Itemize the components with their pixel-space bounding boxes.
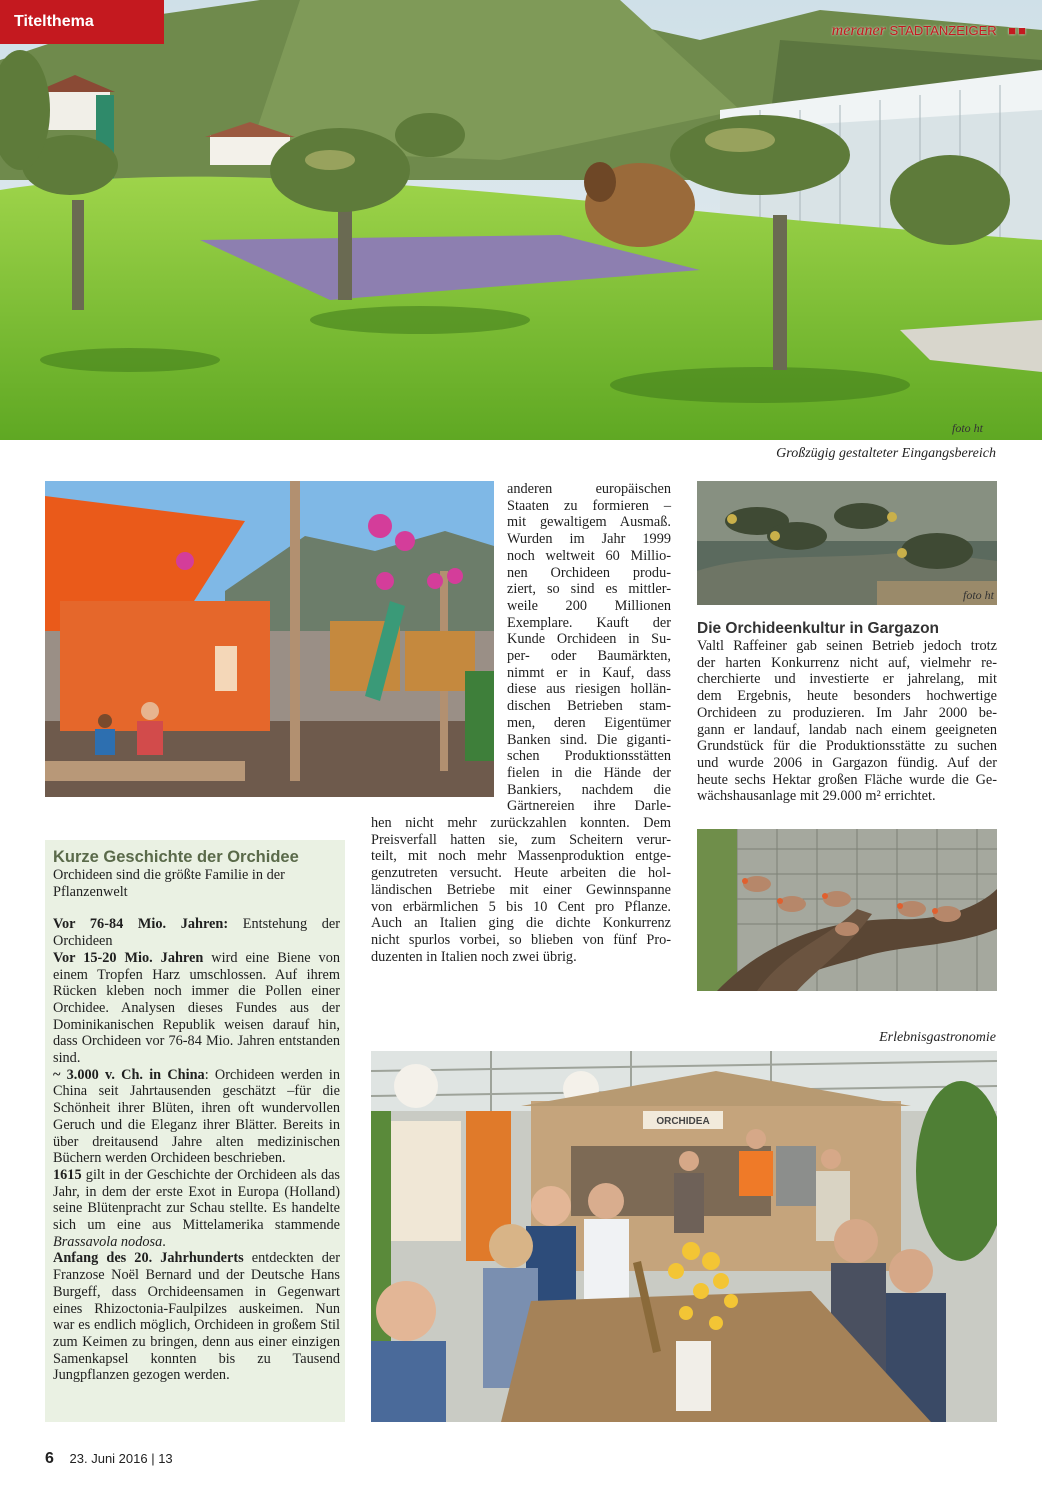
middle-narrow-line: anderen europäischen [507, 481, 671, 497]
middle-wide-line: Preisverfall hatten sie, zum Scheitern verur- [371, 831, 671, 848]
history-entry: 1615 gilt in der Geschichte der Orchideen als das Jahr, in dem der erste Exot in Europa (Holland) seine Blütenpracht zur Schau stellte. Es handelte sich um eine aus Mittelamerika stammende Brassavola nodosa. [53, 1166, 340, 1250]
playground-photo [45, 481, 494, 797]
gargazon-line: gann er landauf, landab nach einem geeigneten [697, 721, 997, 738]
middle-narrow-line: dischen Betrieben stam- [507, 698, 671, 715]
hero-caption: Großzügig gestalteter Eingangsbereich [776, 446, 996, 461]
gargazon-text [697, 638, 997, 805]
gargazon-line: wächshausanlage mit 29.000 m² errichtet. [697, 788, 936, 805]
turtles-photo [697, 481, 997, 605]
middle-wide-line: von erbärmlichen 5 bis 10 Cent pro Pflanze. [371, 898, 671, 915]
middle-narrow-line: men, deren Eigentümer [507, 714, 671, 731]
orchidea-sign: ORCHIDEA [656, 1116, 710, 1127]
hero-photo-credit: foto ht [952, 421, 984, 435]
middle-narrow-line: schen Produktionsstätten [507, 748, 671, 765]
history-entry-date: 1615 [53, 1166, 82, 1183]
species-name: Brassavola nodosa [53, 1233, 163, 1250]
history-entry-date: ~ 3.000 v. Ch. in China [53, 1066, 205, 1083]
middle-wide-line: ländischen Betriebe mit einer Gewinnspanne [371, 881, 671, 898]
middle-narrow-line: Staaten zu formieren – [507, 497, 671, 514]
brand-dots: ■■ [1008, 23, 1028, 38]
gastro-caption: Erlebnisgastronomie [879, 1030, 996, 1045]
narrow-lines [507, 481, 671, 815]
history-entry: ~ 3.000 v. Ch. in China: Orchideen werden in China seit Jahrtausenden geschätzt –für die Schönheit ihrer Blüten, ihren oft wundervollen Geruch und die Eleganz ihrer Blätter. Bereits in über dreitausend Jahre alten medizinischen Büchern werden Orchideen beschrieben. [53, 1066, 341, 1167]
issue-date: 23. Juni 2016 | 13 [69, 1451, 173, 1466]
birds-photo [697, 829, 997, 991]
masthead-brand [832, 22, 1028, 40]
middle-wide-line: teilt, mit noch mehr Massenproduktion entge- [371, 848, 671, 865]
middle-narrow-line: Gärtnereien ihre Darle- [507, 798, 671, 815]
middle-wide-line: genzutreten versucht. Heute arbeiten die hol- [371, 865, 671, 882]
gargazon-line: dem Ergebnis, heute besonders hochwertige [697, 688, 997, 705]
gargazon-lines [697, 638, 997, 805]
middle-narrow-line: Kunde Orchideen in Su- [507, 631, 671, 648]
history-entry: Vor 76-84 Mio. Jahren: Entstehung der Orchideen [53, 916, 340, 950]
middle-wide-line: duzenten in Italien noch zwei übrig. [371, 948, 577, 965]
history-entry-date: Vor 76-84 Mio. Jahren: [53, 916, 229, 933]
history-entry: Anfang des 20. Jahrhunderts entdeckten der Franzose Noël Bernard und der Deutsche Hans Burgeff, dass Orchideensamen in Gegenwart eines Rhizoctonia-Faulpilzes auskeimen. Nun war es endlich möglich, Orchideen in großem Stil zum Keimen zu bringen, denn aus einer einzigen Samenkapsel konnten bis zu Tausend Jungpflanzen gezogen werden. [53, 1250, 341, 1384]
brand-script: meraner [831, 22, 886, 39]
gargazon-line: und wurde 2006 in Gargazon fündig. Auf der [697, 754, 997, 771]
middle-narrow-line: Exemplare. Kauft der [507, 614, 671, 631]
gargazon-line: Grundstück für die Produktionsstätte zu suchen [697, 738, 997, 755]
gargazon-line: cherchierte und investierte er jahrelang, mit [697, 671, 997, 688]
middle-narrow-line: Wurden im Jahr 1999 [507, 531, 671, 548]
brand-caps: STADTANZEIGER [889, 23, 997, 38]
middle-column-narrow [507, 481, 671, 815]
history-box-title: Kurze Geschichte der Orchidee [53, 848, 299, 866]
middle-narrow-line: ziert, so sind es mittler- [507, 581, 671, 598]
middle-narrow-line: Banken sind. Die giganti- [507, 731, 671, 748]
page-number: 6 [45, 1450, 54, 1467]
middle-narrow-line: mit gewaltigem Ausmaß. [507, 514, 671, 531]
history-box-subtitle: Orchideen sind die größte Familie in der Pflanzenwelt [53, 867, 285, 900]
middle-narrow-line: Bankiers, nachdem die [507, 781, 671, 798]
section-tag: Titelthema [0, 0, 164, 44]
history-entries [53, 916, 340, 1384]
middle-narrow-line: noch weltweit 60 Millio- [507, 547, 671, 564]
gargazon-line: heute sechs Hektar großen Fläche wurde die Ge- [697, 771, 997, 788]
turtles-photo-credit: foto ht [962, 588, 994, 602]
gargazon-line: der harten Konkurrenz nicht auf, vielmehr re- [697, 654, 997, 671]
gastro-photo [371, 1051, 997, 1422]
middle-narrow-line: fielen in die Hände der [507, 764, 671, 781]
gargazon-line: Valtl Raffeiner gab seinen Betrieb jedoch trotz [697, 638, 997, 654]
middle-wide-line: hen nicht mehr zurückzahlen konnten. Dem [371, 815, 671, 831]
middle-narrow-line: nimmt er in Kauf, dass [507, 664, 671, 681]
middle-wide-line: Auch an Italien ging die dichte Konkurrenz [371, 915, 671, 932]
page-footer [45, 1450, 173, 1468]
middle-narrow-line: weile 200 Millionen [507, 597, 671, 614]
wide-lines [371, 815, 671, 965]
history-box [45, 840, 345, 1422]
middle-narrow-line: per- oder Baumärkten, [507, 648, 671, 665]
gargazon-title: Die Orchideenkultur in Gargazon [697, 620, 940, 637]
history-entry-date: Vor 15-20 Mio. Jahren [53, 949, 204, 966]
history-entry: Vor 15-20 Mio. Jahren wird eine Biene von einem Tropfen Harz umschlossen. Auf ihrem Rücken kleben noch immer die Pollen einer Orchidee. Analysen dieses Fundes aus der Dominikanischen Republik weisen darauf hin, dass Orchideen vor 76-84 Mio. Jahren entstanden sind. [53, 949, 340, 1067]
middle-narrow-line: nen Orchideen produ- [507, 564, 671, 581]
gargazon-line: Orchideen zu produzieren. Im Jahr 2000 be- [697, 704, 997, 721]
middle-narrow-line: diese aus riesigen hollän- [507, 681, 671, 698]
hero-photo [0, 0, 1042, 440]
history-entry-date: Anfang des 20. Jahrhunderts [53, 1250, 244, 1267]
middle-wide-line: nicht spurlos vorbei, so blieben von fünf Pro- [371, 931, 671, 948]
middle-column-wide [371, 815, 671, 965]
